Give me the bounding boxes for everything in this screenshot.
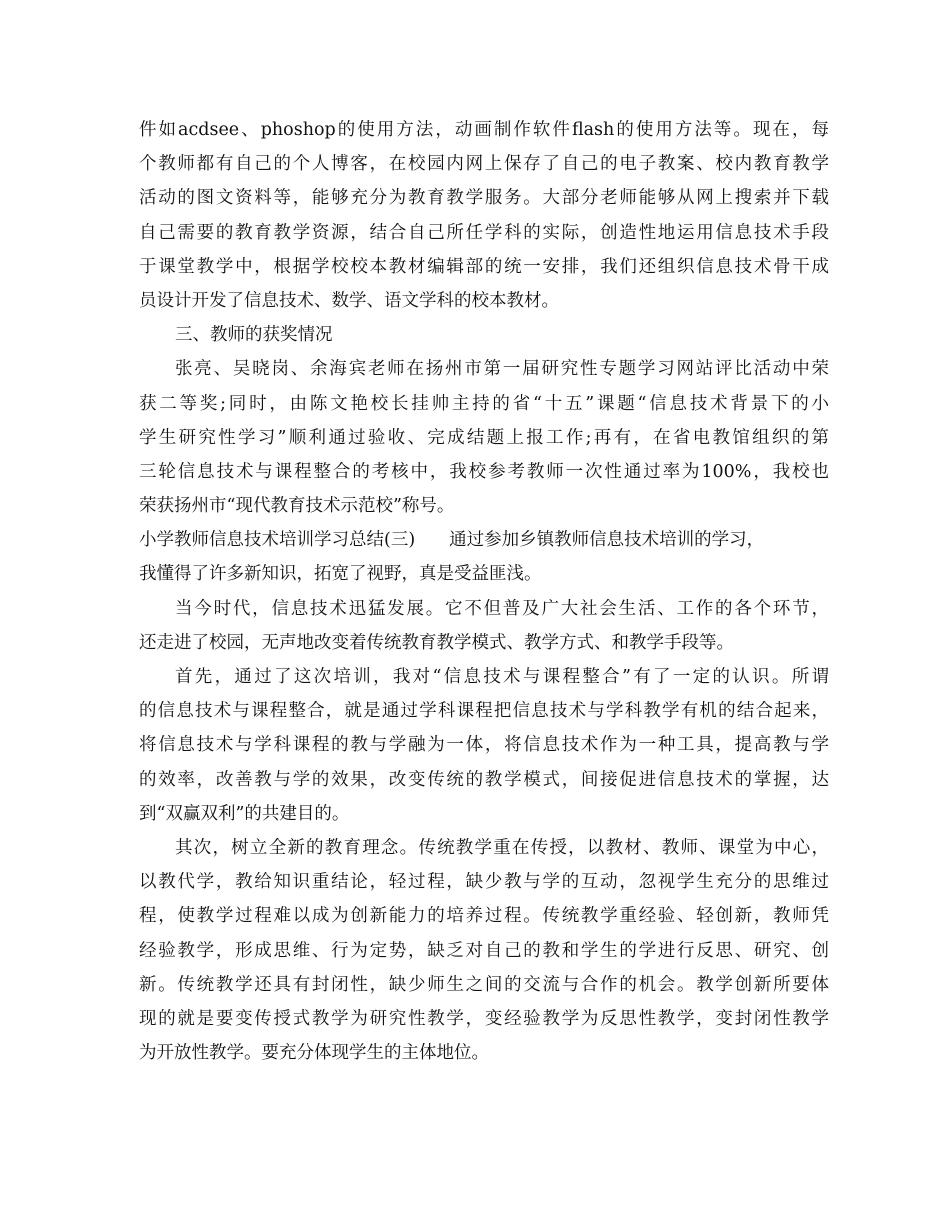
text-line: 经验教学，形成思维、行为定势，缺乏对自己的教和学生的学进行反思、研究、创 <box>139 940 829 961</box>
text-line: 员设计开发了信息技术、数学、语文学科的校本教材。 <box>139 290 559 311</box>
text-line: 到“双赢双利”的共建目的。 <box>139 803 350 824</box>
text-line: 三轮信息技术与课程整合的考核中，我校参考教师一次性通过率为100%，我校也 <box>139 461 829 482</box>
text-line: 个教师都有自己的个人博客，在校园内网上保存了自己的电子教案、校内教育教学 <box>139 154 829 175</box>
text-line-tail: 通过参加乡镇教师信息技术培训的学习， <box>449 530 765 551</box>
text-line: 张亮、吴晓岗、余海宾老师在扬州市第一届研究性专题学习网站评比活动中荣 <box>175 359 829 380</box>
text-line: 荣获扬州市“现代教育技术示范校”称号。 <box>139 496 455 517</box>
text-line: 新。传统教学还具有封闭性，缺少师生之间的交流与合作的机会。教学创新所要体 <box>139 974 829 995</box>
text-line: 自己需要的教育教学资源，结合自己所任学科的实际，创造性地运用信息技术手段 <box>139 222 829 243</box>
text-line: 的效率，改善教与学的效果，改变传统的教学模式，间接促进信息技术的掌握，达 <box>139 769 829 790</box>
text-line: 件如acdsee、phoshop的使用方法，动画制作软件flash的使用方法等。现在，每 <box>139 120 829 140</box>
text-line: 首先，通过了这次培训，我对“信息技术与课程整合”有了一定的认识。所谓 <box>175 667 829 687</box>
text-line: 为开放性教学。要充分体现学生的主体地位。 <box>139 1043 489 1064</box>
text-line: 活动的图文资料等，能够充分为教育教学服务。大部分老师能够从网上搜索并下载 <box>139 188 829 209</box>
text-line <box>139 523 829 557</box>
paragraph-6 <box>139 831 829 1070</box>
paragraph-2 <box>139 352 829 523</box>
text-line: 的信息技术与课程整合，就是通过学科课程把信息技术与学科教学有机的结合起来， <box>139 701 829 722</box>
paragraph-4 <box>139 592 829 660</box>
text-line: 我懂得了许多新知识，拓宽了视野，真是受益匪浅。 <box>139 564 542 585</box>
paragraph-3 <box>139 523 829 591</box>
text-line: 当今时代，信息技术迅猛发展。它不但普及广大社会生活、工作的各个环节， <box>175 598 829 619</box>
text-line: 获二等奖;同时，由陈文艳校长挂帅主持的省“十五”课题“信息技术背景下的小 <box>139 393 829 414</box>
text-line: 其次，树立全新的教育理念。传统教学重在传授，以教材、教师、课堂为中心， <box>175 837 829 858</box>
text-line: 将信息技术与学科课程的教与学融为一体，将信息技术作为一种工具，提高教与学 <box>139 735 829 756</box>
section-heading: 三、教师的获奖情况 <box>175 325 333 346</box>
text-line: 于课堂教学中，根据学校校本教材编辑部的统一安排，我们还组织信息技术骨干成 <box>139 256 829 277</box>
document-page <box>139 113 829 1070</box>
paragraph-1 <box>139 113 829 318</box>
text-line: 现的就是要变传授式教学为研究性教学，变经验教学为反思性教学，变封闭性教学 <box>139 1008 829 1029</box>
text-line: 程，使教学过程难以成为创新能力的培养过程。传统教学重经验、轻创新，教师凭 <box>139 906 829 927</box>
text-line: 以教代学，教给知识重结论，轻过程，缺少教与学的互动，忽视学生充分的思维过 <box>139 872 829 893</box>
text-line: 还走进了校园，无声地改变着传统教育教学模式、教学方式、和教学手段等。 <box>139 632 734 653</box>
text-line: 学生研究性学习”顺利通过验收、完成结题上报工作;再有，在省电教馆组织的第 <box>139 427 829 448</box>
article-title: 小学教师信息技术培训学习总结(三) <box>139 530 416 551</box>
paragraph-5 <box>139 660 829 831</box>
